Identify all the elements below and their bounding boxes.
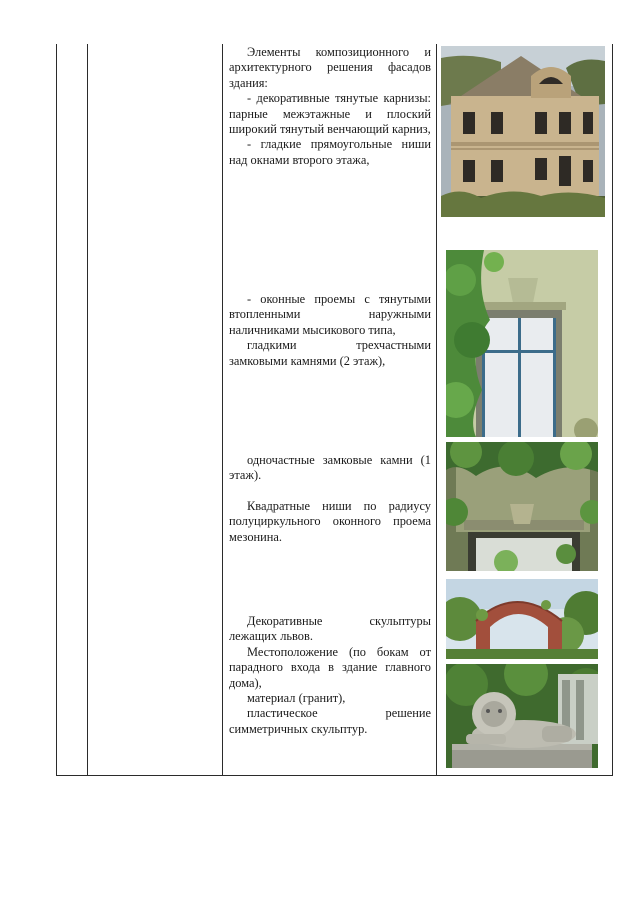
paragraph: одночастные замковые камни (1 этаж). — [229, 453, 431, 483]
paragraph: - оконные проемы с тянутыми втопленными наружными наличниками мысикового типа, — [229, 292, 431, 337]
paragraph: - декоративные тянутые карнизы: парные межэтажные и плоский широкий тянутый венчающий карниз, — [229, 91, 431, 137]
photo-window-architrave — [446, 250, 598, 437]
photo-brick-arch — [446, 579, 598, 659]
text-block-facade — [229, 45, 431, 168]
table-column-divider-2 — [222, 44, 223, 776]
paragraph: пластическое решение симметричных скульптур. — [229, 706, 431, 736]
table-border-right — [612, 44, 613, 776]
table-bottom-border — [56, 775, 613, 776]
text-block-lions — [229, 614, 431, 737]
paragraph: гладкими трехчастными замковыми камнями (2 этаж), — [229, 338, 431, 368]
text-block-keystones — [229, 453, 431, 545]
paragraph: Декоративные скульптуры лежащих львов. — [229, 614, 431, 644]
paragraph: материал (гранит), — [247, 691, 346, 706]
paragraph: Квадратные ниши по радиусу полуциркульного оконного проема мезонина. — [229, 498, 431, 544]
paragraph: - гладкие прямоугольные ниши над окнами второго этажа, — [229, 137, 431, 167]
photo-lion-sculpture — [446, 664, 598, 768]
table-column-divider-3 — [436, 44, 437, 776]
paragraph: Местоположение (по бокам от парадного входа в здание главного дома), — [229, 644, 431, 690]
text-block-windows — [229, 292, 431, 369]
table-border-left — [56, 44, 57, 776]
paragraph: Элементы композиционного и архитектурного решения фасадов здания: — [229, 45, 431, 90]
table-column-divider-1 — [87, 44, 88, 776]
photo-first-floor-keystone — [446, 442, 598, 571]
photo-manor-facade — [441, 46, 605, 217]
